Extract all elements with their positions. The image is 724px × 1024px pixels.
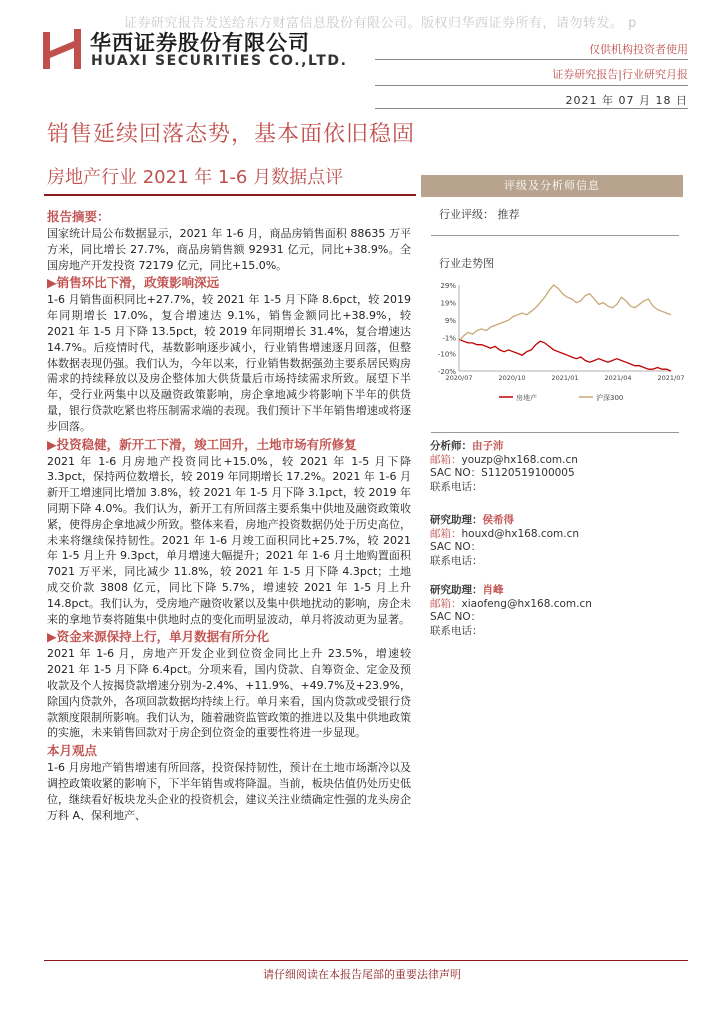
analyst-email[interactable]: xiaofeng@hx168.com.cn bbox=[461, 597, 592, 610]
page-subtitle: 房地产行业 2021 年 1-6 月数据点评 bbox=[47, 167, 344, 188]
page-title: 销售延续回落态势，基本面依旧稳固 bbox=[47, 122, 416, 147]
x-tick-label: 2021/07 bbox=[657, 374, 685, 382]
summary-column bbox=[47, 208, 411, 824]
analyst-email[interactable]: houxd@hx168.com.cn bbox=[461, 527, 580, 540]
industry-rating bbox=[439, 206, 520, 222]
analyst-card bbox=[430, 584, 592, 638]
analyst-name: 肖峰 bbox=[482, 584, 504, 596]
phone-label: 联系电话： bbox=[430, 624, 483, 637]
legend-label: 沪深300 bbox=[596, 394, 624, 402]
rating-analyst-panel bbox=[421, 175, 683, 997]
title-rule bbox=[44, 194, 416, 196]
company-name-en: HUAXI SECURITIES CO.,LTD. bbox=[91, 53, 348, 69]
x-tick-label: 2020/07 bbox=[445, 374, 473, 382]
analyst-card bbox=[430, 440, 578, 494]
rating-value: 推荐 bbox=[497, 208, 520, 221]
y-tick-label: -1% bbox=[442, 334, 456, 343]
phone-label: 联系电话： bbox=[430, 480, 483, 493]
section-text: 1-6 月销售面积同比+27.7%，较 2021 年 1-5 月下降 8.6pct，较 2019 年同期增长 17.0%，复合增速达 9.1%，销售金额同比+38.9%，较 2021 年 1-5 月下降 13.5pct，较 2019 年同期增长 31.4%，复合增速达 14.7%。后疫情时代，基数影响逐步减小，行业销售增速逐月回落，但整体数据表现仍强。我们认为，今年以来，行业销售数据强劲主要系居民购房需求的持续释放以及房企整体加大供货量后市场持续需求所致。展望下半年，受行业两集中以及融资政策影响，房企拿地减少将影响下半年的供货量，银行贷款吃紧也将压制需求端的表现。我们预计下半年销售增速或将逐步回落。 bbox=[47, 293, 411, 433]
section-heading: ▶销售环比下滑，政策影响深远 bbox=[47, 275, 220, 291]
investor-only-notice: 仅供机构投资者使用 bbox=[589, 43, 688, 56]
trend-chart-title: 行业走势图 bbox=[439, 257, 494, 270]
sac-label: SAC NO： bbox=[430, 467, 482, 479]
analyst-email[interactable]: youzp@hx168.com.cn bbox=[461, 453, 578, 466]
section-text: 2021 年 1-6 月，房地产开发企业到位资金同比上升 23.5%，增速较 2021 年 1-5 月下降 6.4pct。分项来看，国内贷款、自筹资金、定金及预收款及个人按揭贷款增速分别为-2.4%、+11.9%、+49.7%及+23.9%，除国内贷款外，各项回款数据均持续上行。单月来看，国内贷款或受银行贷款额度限制所影响。我们认为，随着融资监管政策的推进以及集中供地政策的实施，未来销售回款对于房企到位资金的重要性将进一步显现。 bbox=[47, 647, 411, 740]
section-heading: 本月观点 bbox=[47, 743, 98, 759]
email-label: 邮箱： bbox=[430, 597, 462, 610]
company-name-cn: 华西证券股份有限公司 bbox=[90, 31, 310, 55]
section-text: 2021 年 1-6 月房地产投资同比+15.0%，较 2021 年 1-5 月下降 3.3pct，保持两位数增长，较 2019 年同期增长 17.2%。2021 年 1-6 月新开工增速同比增加 3.8%，较 2021 年 1-5 月下降 3.1pct，较 2019 年同期下降 4.0%。我们认为，新开工有所回落主要系集中供地及融资政策收紧，使得房企拿地减少所致。整体来看，房地产投资数据仍处于历史高位，未来将继续保持韧性。2021 年 1-6 月竣工面积同比+25.7%，较 2021 年 1-5 月上升 9.3pct，单月增速大幅提升；2021 年 1-6 月土地购置面积 7021 万平米，同比减少 11.8%，较 2021 年 1-5 月下降 4.3pct；土地成交价款 3808 亿元，同比下降 5.7%，增速较 2021 年 1-5 月上升 14.8pct。我们认为，受房地产融资收紧以及集中供地扰动的影响，房企未来的拿地节奏将随集中供地时点的变化而明显波动，单月将波动更为显著。 bbox=[47, 454, 411, 626]
analyst-role: 分析师： bbox=[430, 440, 472, 452]
x-tick-label: 2020/10 bbox=[498, 374, 526, 382]
y-tick-label: 29% bbox=[440, 282, 456, 290]
footer-rule bbox=[44, 960, 688, 961]
series-line-0 bbox=[459, 339, 671, 371]
series-line-1 bbox=[459, 285, 671, 341]
analyst-card bbox=[430, 514, 579, 568]
y-tick-label: -20% bbox=[437, 368, 456, 376]
huaxi-logo-icon bbox=[43, 29, 81, 69]
email-label: 邮箱： bbox=[430, 527, 462, 540]
y-tick-label: 19% bbox=[440, 299, 456, 308]
phone-label: 联系电话： bbox=[430, 554, 483, 567]
y-tick-label: -10% bbox=[437, 350, 456, 359]
legal-footer[interactable]: 请仔细阅读在本报告尾部的重要法律声明 bbox=[263, 968, 461, 981]
analyst-role: 研究助理： bbox=[430, 584, 483, 596]
sac-number: S1120519100005 bbox=[481, 467, 575, 479]
section-heading: ▶资金来源保持上行，单月数据有所分化 bbox=[47, 629, 270, 645]
analyst-name: 侯希得 bbox=[482, 514, 514, 526]
panel-header: 评级及分析师信息 bbox=[421, 175, 683, 197]
panel-divider bbox=[431, 235, 679, 236]
header-divider bbox=[375, 85, 688, 86]
summary-intro: 国家统计局公布数据显示，2021 年 1-6 月，商品房销售面积 88635 万平方米，同比增长 27.7%，商品房销售额 92931 亿元，同比+38.9%。全国房地产开发投资 72179 亿元，同比+15.0%。 bbox=[47, 227, 411, 272]
analyst-name: 由子沛 bbox=[472, 440, 504, 452]
x-tick-label: 2021/01 bbox=[551, 374, 579, 382]
trend-chart bbox=[429, 279, 685, 419]
y-tick-label: 9% bbox=[444, 317, 456, 326]
report-type: 证券研究报告|行业研究月报 bbox=[552, 68, 688, 81]
section-text: 1-6 月房地产销售增速有所回落，投资保持韧性，预计在土地市场渐冷以及调控政策收紧的影响下，下半年销售或将降温。当前，板块估值仍处历史低位，继续看好板块龙头企业的投资机会，建议关注业绩确定性强的龙头房企万科 A、保利地产、 bbox=[47, 761, 411, 822]
sac-label: SAC NO： bbox=[430, 611, 482, 623]
summary-heading: 报告摘要： bbox=[47, 209, 110, 224]
legend-label: 房地产 bbox=[516, 394, 537, 402]
section-heading: ▶投资稳健，新开工下滑，竣工回升，土地市场有所修复 bbox=[47, 436, 357, 452]
analyst-role: 研究助理： bbox=[430, 514, 483, 526]
rating-label: 行业评级： bbox=[439, 208, 494, 221]
sac-label: SAC NO： bbox=[430, 541, 482, 553]
header-divider bbox=[375, 108, 688, 109]
header-divider bbox=[375, 59, 688, 60]
x-tick-label: 2021/04 bbox=[604, 374, 632, 382]
email-label: 邮箱： bbox=[430, 453, 462, 466]
panel-divider bbox=[431, 432, 679, 433]
report-date: 2021 年 07 月 18 日 bbox=[565, 94, 688, 107]
watermark-text: 证券研究报告发送给东方财富信息股份有限公司。版权归华西证券所有，请勿转发。 p bbox=[124, 16, 637, 31]
